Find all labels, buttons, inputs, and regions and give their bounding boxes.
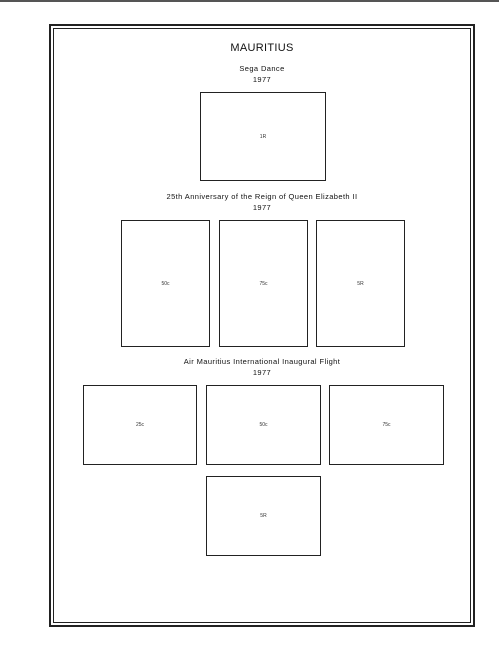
stamp-value-label: 75c xyxy=(382,422,391,428)
stamp-value-label: 25c xyxy=(135,422,145,428)
stamp-box-sega-1r xyxy=(200,92,326,181)
page-title: MAURITIUS xyxy=(230,42,294,54)
set-title-qeii-anniversary: 25th Anniversary of the Reign of Queen Elizabeth II xyxy=(166,192,358,201)
stamp-box-air-25c xyxy=(83,385,197,465)
top-edge-line xyxy=(0,0,499,2)
set-year-qeii-anniversary: 1977 xyxy=(252,203,272,212)
stamp-box-qeii-50c xyxy=(121,220,210,347)
stamp-value-label: 50c xyxy=(259,422,268,428)
set-title-sega-dance: Sega Dance xyxy=(239,64,285,73)
stamp-box-air-5r xyxy=(206,476,321,556)
stamp-value-label: 1R xyxy=(259,133,267,140)
stamp-value-label: 75c xyxy=(259,280,268,287)
set-year-air-mauritius: 1977 xyxy=(252,368,272,377)
stamp-value-label: 5R xyxy=(260,513,267,519)
set-year-sega-dance: 1977 xyxy=(252,75,272,84)
set-title-air-mauritius: Air Mauritius International Inaugural Flight xyxy=(183,357,341,366)
stamp-value-label: 50c xyxy=(161,280,170,287)
stamp-box-air-75c xyxy=(329,385,444,465)
stamp-box-qeii-75c xyxy=(219,220,308,347)
stamp-box-air-50c xyxy=(206,385,321,465)
stamp-value-label: 5R xyxy=(357,280,364,287)
stamp-box-qeii-5r xyxy=(316,220,405,347)
